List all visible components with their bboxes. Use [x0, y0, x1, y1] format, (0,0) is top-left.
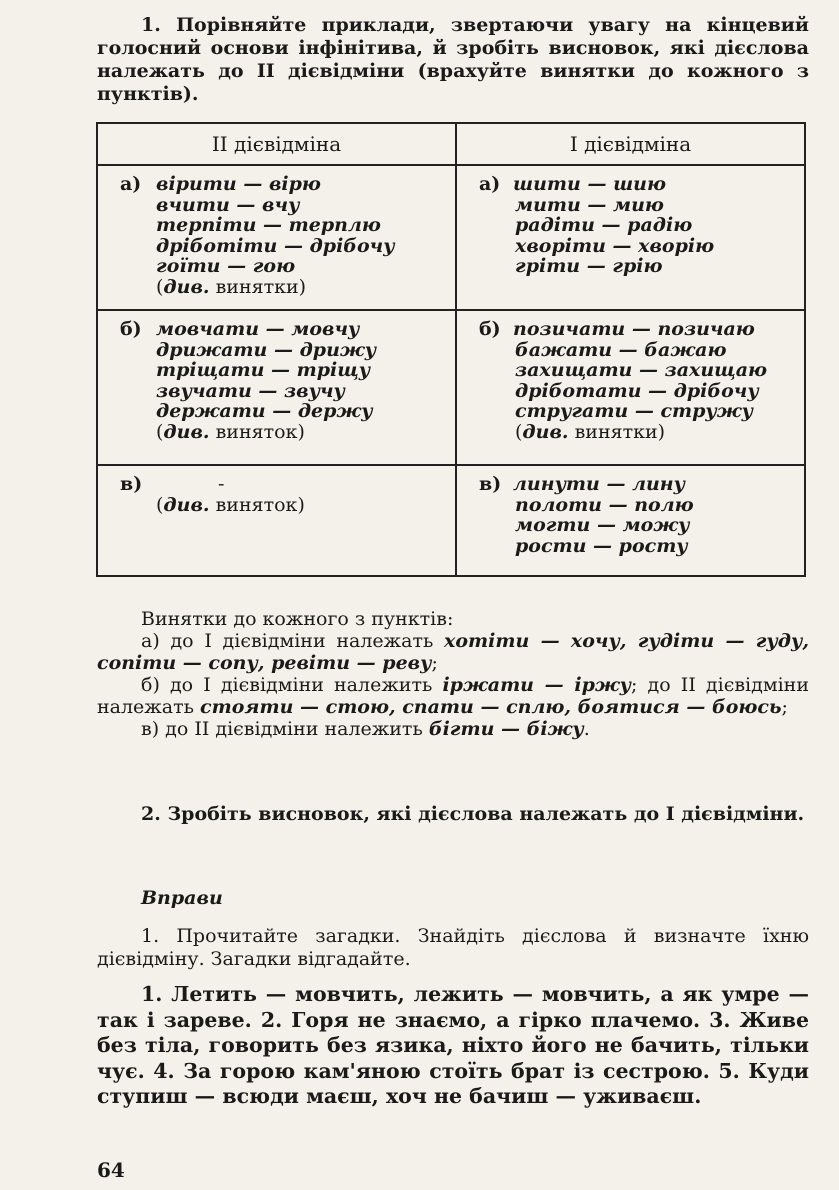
- header-second-conjugation: II дієвідміна: [97, 123, 456, 165]
- exception-b: б) до I дієвідміни належить іржати — іржу; до II дієвідміни належать стояти — стою, спати — сплю, боятися — боюсь;: [97, 674, 810, 718]
- exercise-1-text: 1. Прочитайте загадки. Знайдіть дієслова й визначте їхню дієвідміну. Загадки відгадайте.: [97, 925, 809, 970]
- verb-pair: хворіти — хворію: [515, 234, 715, 257]
- page-number: 64: [97, 1158, 125, 1182]
- verb-pair: шити — шию: [513, 173, 667, 195]
- table-row: [97, 465, 805, 576]
- exception-note: (див. винятки): [156, 275, 307, 298]
- cell-left-b: [97, 310, 456, 465]
- verb-pair: дріботати — дрібочу: [515, 379, 759, 402]
- cell-right-c: [456, 465, 805, 576]
- verb-pair: терпіти — терплю: [156, 214, 381, 236]
- verb-pair: захищати — захищаю: [515, 359, 768, 381]
- task-2-text: 2. Зробіть висновок, які дієслова належать до I дієвідміни.: [141, 803, 805, 825]
- verb-pair: дріботіти — дрібочу: [156, 234, 395, 257]
- header-first-conjugation: I дієвідміна: [456, 123, 805, 165]
- exercises-heading: Вправи: [141, 887, 223, 909]
- verb-pair: бажати — бажаю: [515, 338, 727, 361]
- exception-note: (див. виняток): [156, 420, 305, 443]
- verb-pair: стругати — стружу: [515, 400, 753, 422]
- verb-pair: гріти — грію: [515, 255, 663, 277]
- verb-pair: тріщати — тріщу: [156, 359, 371, 381]
- marker: б): [479, 318, 501, 340]
- verb-pair: гоїти — гою: [156, 255, 296, 277]
- exception-note: (див. виняток): [156, 493, 305, 516]
- table-row: [97, 310, 805, 465]
- verb-pair: радіти — радію: [515, 214, 693, 236]
- marker: б): [120, 318, 142, 340]
- conjugation-table: [96, 122, 806, 577]
- verb-pair: могти — можу: [515, 514, 690, 536]
- cell-left-a: [97, 165, 456, 310]
- exceptions-title: Винятки до кожного з пунктів:: [141, 608, 454, 630]
- exceptions-block: [97, 608, 809, 740]
- verb-pair: дрижати — дрижу: [156, 338, 377, 361]
- cell-left-c: [97, 465, 456, 576]
- marker: в): [120, 473, 143, 495]
- marker: а): [479, 173, 501, 195]
- empty-dash: -: [218, 473, 225, 495]
- verb-pair: полоти — полю: [515, 493, 694, 516]
- table-row: [97, 165, 805, 310]
- verb-pair: позичати — позичаю: [513, 318, 755, 340]
- task-1-text: 1. Порівняйте приклади, звертаючи увагу на кінцевий голосний основи інфінітива, й зробіть висновок, які дієслова належать до II дієвідміни (врахуйте винятки до кожного з пунктів).: [97, 14, 809, 105]
- marker: а): [120, 173, 142, 195]
- verb-pair: вірити — вірю: [156, 173, 321, 195]
- riddles-text: 1. Летить — мовчить, лежить — мовчить, а як умре — так і зареве. 2. Горя не знаємо, а гірко плачемо. 3. Живе без тіла, говорить без язика, ніхто його не бачить, тільки чує. 4. За горою кам'яною стоїть брат із сестрою. 5. Куди ступиш — всюди маєш, хоч не бачиш — уживаєш.: [97, 982, 809, 1108]
- cell-right-b: [456, 310, 805, 465]
- verb-pair: мовчати — мовчу: [156, 318, 360, 340]
- verb-pair: рости — росту: [515, 534, 688, 557]
- verb-pair: звучати — звучу: [156, 379, 345, 402]
- exception-note: (див. винятки): [515, 420, 666, 443]
- verb-pair: держати — держу: [156, 400, 373, 422]
- table-header-row: [97, 123, 805, 165]
- verb-pair: мити — мию: [515, 193, 664, 216]
- marker: в): [479, 473, 502, 495]
- exception-c: в) до II дієвідміни належить бігти — біжу.: [141, 718, 590, 740]
- cell-right-a: [456, 165, 805, 310]
- exception-a: а) до I дієвідміни належать хотіти — хочу, гудіти — гуду, сопіти — сопу, ревіти — реву;: [97, 630, 809, 674]
- verb-pair: вчити — вчу: [156, 193, 300, 216]
- verb-pair: линути — лину: [513, 473, 686, 495]
